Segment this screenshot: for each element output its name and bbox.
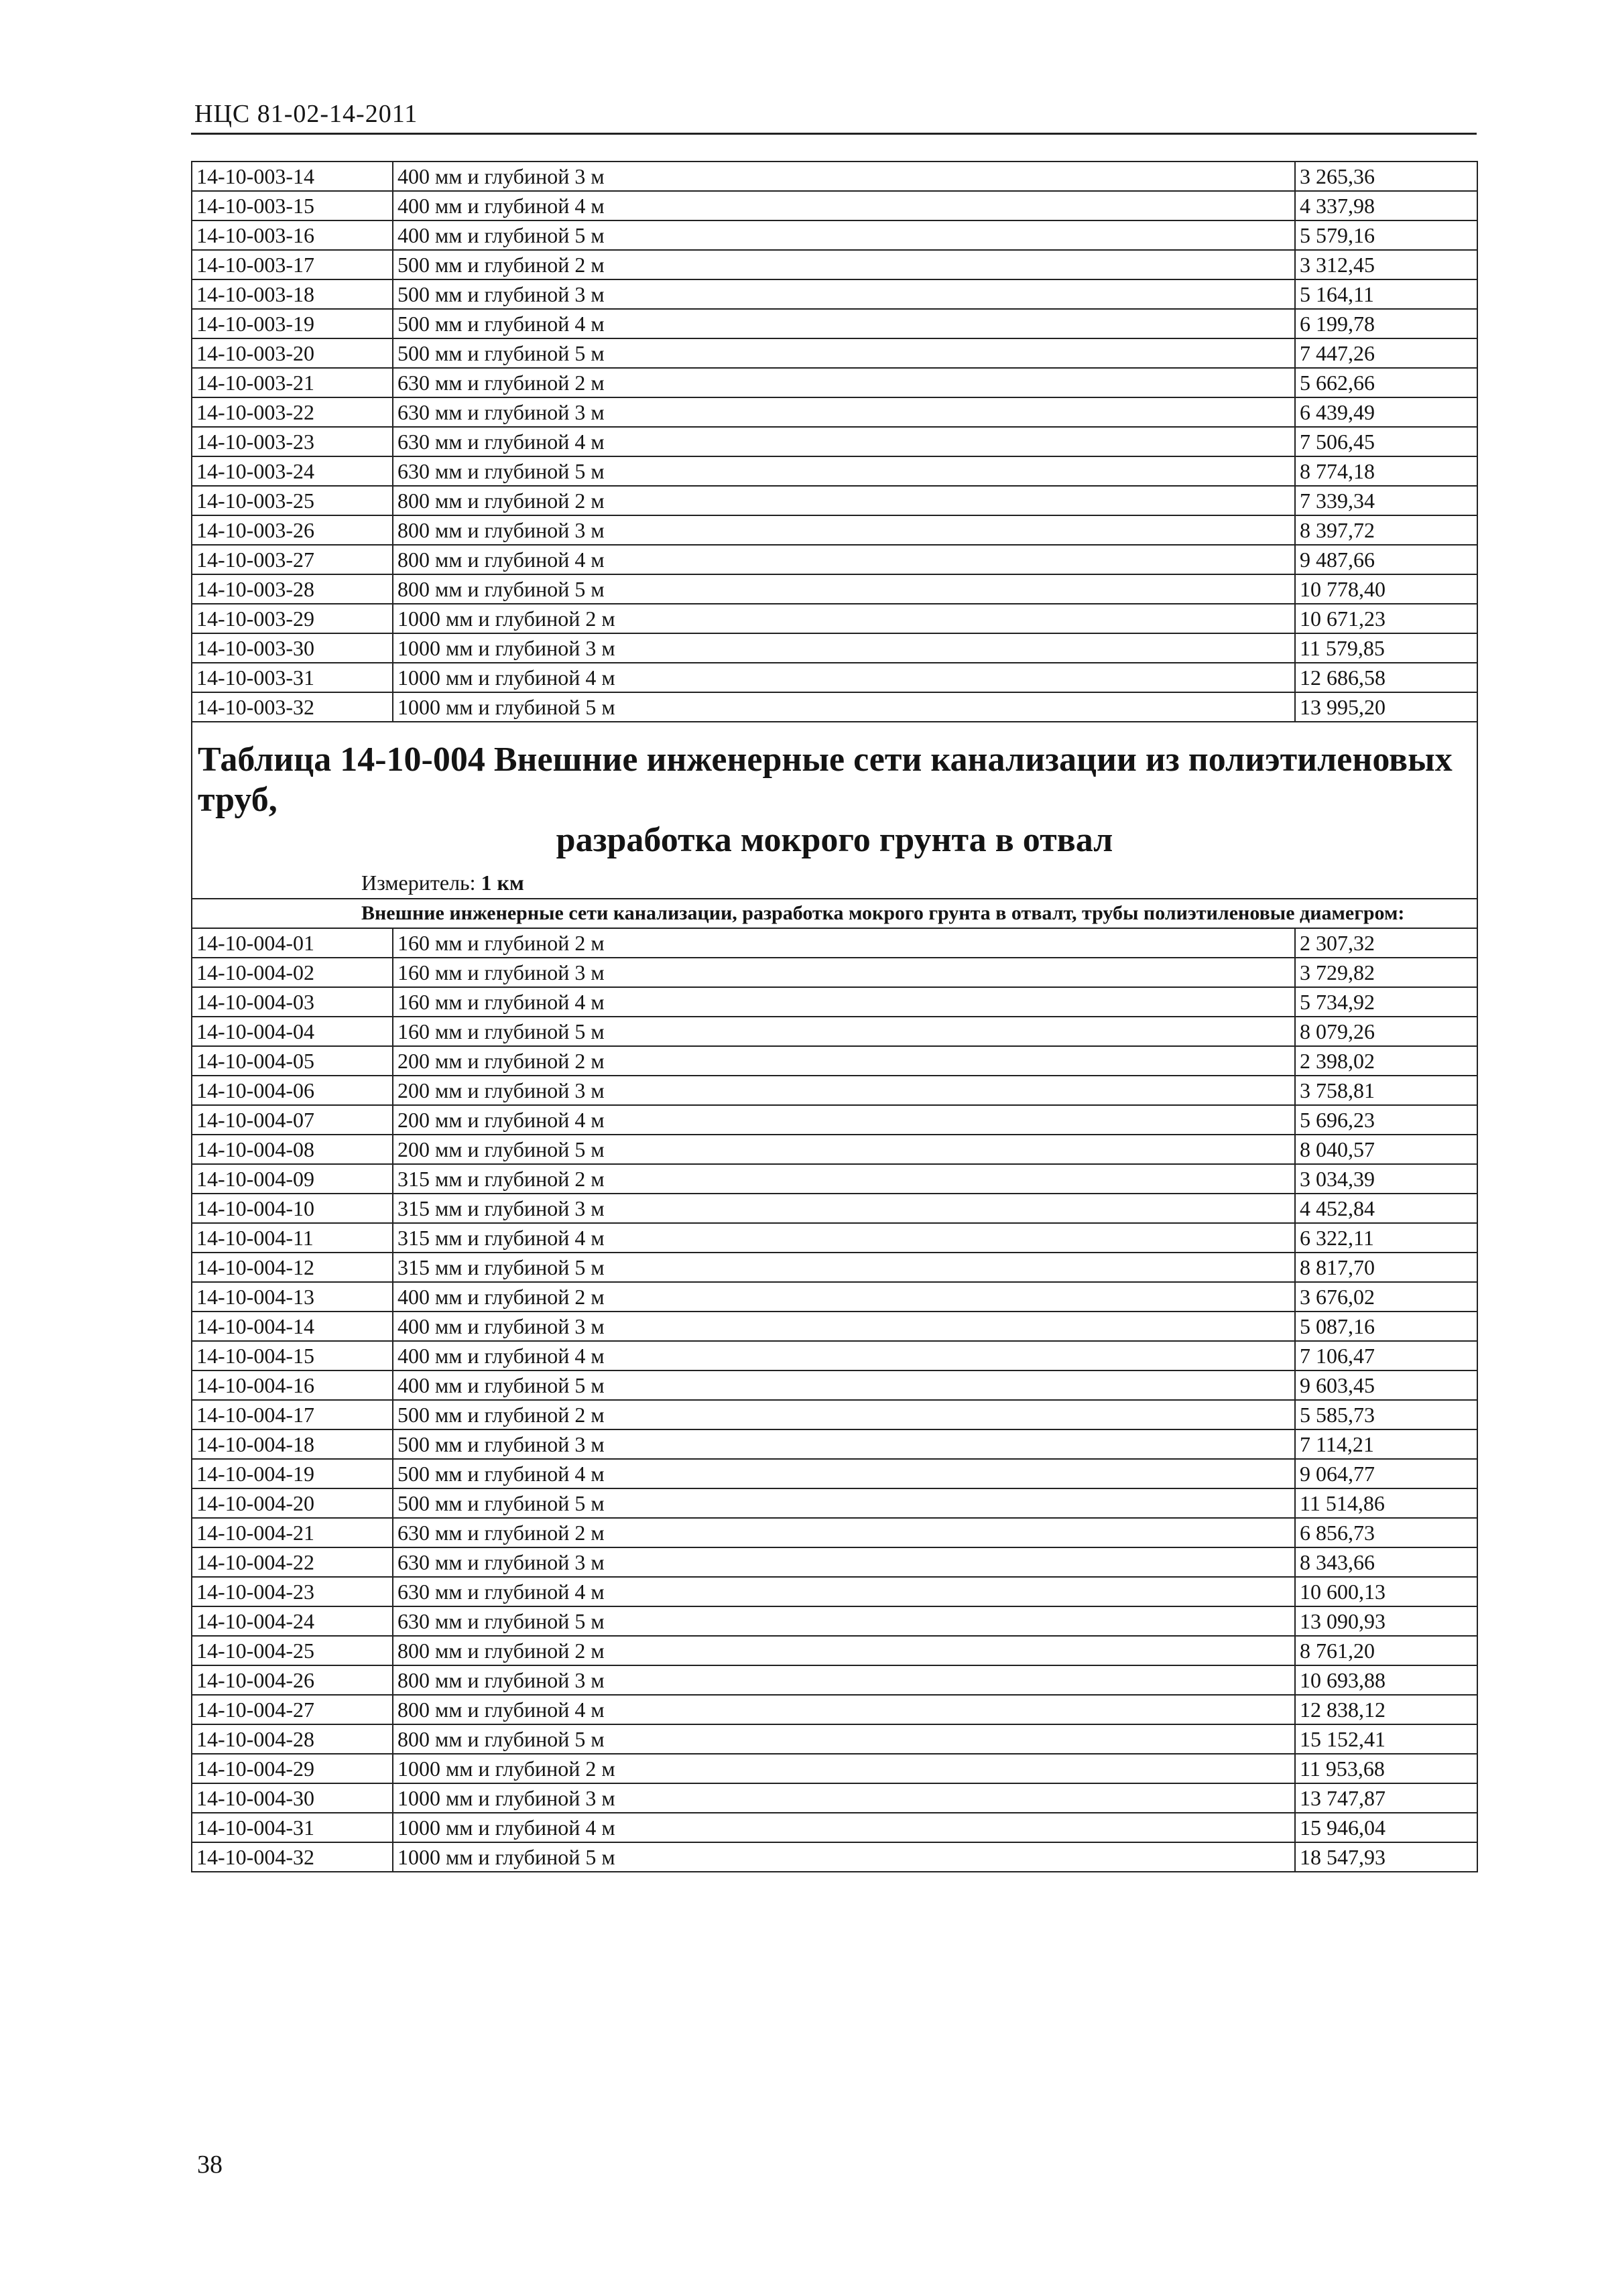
row-code: 14-10-004-14 [192,1312,393,1341]
row-description: 400 мм и глубиной 2 м [393,1282,1295,1312]
row-description: 200 мм и глубиной 4 м [393,1105,1295,1135]
row-description: 630 мм и глубиной 2 м [393,1518,1295,1547]
row-description: 800 мм и глубиной 5 м [393,1724,1295,1754]
table-14-10-004-body [192,928,1477,1872]
row-code: 14-10-004-27 [192,1695,393,1724]
row-price: 9 064,77 [1295,1459,1477,1488]
row-code: 14-10-003-20 [192,338,393,368]
row-price: 15 946,04 [1295,1813,1477,1842]
row-price: 5 662,66 [1295,368,1477,397]
row-description: 500 мм и глубиной 5 м [393,1488,1295,1518]
row-code: 14-10-003-23 [192,427,393,456]
table-row [192,191,1477,220]
row-price: 3 265,36 [1295,162,1477,191]
row-code: 14-10-004-08 [192,1135,393,1164]
table-row [192,1253,1477,1282]
table-row [192,1341,1477,1370]
row-price: 7 106,47 [1295,1341,1477,1370]
row-price: 6 856,73 [1295,1518,1477,1547]
row-code: 14-10-003-19 [192,309,393,338]
table-row [192,1400,1477,1429]
table-row [192,1724,1477,1754]
row-description: 800 мм и глубиной 3 м [393,515,1295,545]
row-description: 800 мм и глубиной 4 м [393,1695,1295,1724]
row-description: 500 мм и глубиной 5 м [393,338,1295,368]
page-number: 38 [197,2151,223,2179]
row-price: 8 343,66 [1295,1547,1477,1577]
row-price: 10 778,40 [1295,574,1477,604]
row-price: 10 600,13 [1295,1577,1477,1606]
row-code: 14-10-004-23 [192,1577,393,1606]
row-code: 14-10-004-04 [192,1017,393,1046]
row-price: 8 079,26 [1295,1017,1477,1046]
row-code: 14-10-004-05 [192,1046,393,1076]
row-description: 500 мм и глубиной 3 м [393,1429,1295,1459]
row-price: 7 447,26 [1295,338,1477,368]
table-row [192,1046,1477,1076]
table-row [192,1105,1477,1135]
table-row [192,663,1477,692]
row-description: 400 мм и глубиной 5 м [393,220,1295,250]
row-code: 14-10-004-25 [192,1636,393,1665]
row-price: 2 398,02 [1295,1046,1477,1076]
table-row [192,309,1477,338]
row-price: 8 397,72 [1295,515,1477,545]
row-code: 14-10-003-21 [192,368,393,397]
row-code: 14-10-004-13 [192,1282,393,1312]
row-price: 11 579,85 [1295,633,1477,663]
row-description: 800 мм и глубиной 2 м [393,486,1295,515]
row-description: 1000 мм и глубиной 5 м [393,1842,1295,1872]
row-price: 6 439,49 [1295,397,1477,427]
row-price: 5 585,73 [1295,1400,1477,1429]
header-rule [191,133,1477,135]
table-row [192,1135,1477,1164]
table-row [192,1017,1477,1046]
row-code: 14-10-004-18 [192,1429,393,1459]
row-price: 12 838,12 [1295,1695,1477,1724]
row-price: 3 758,81 [1295,1076,1477,1105]
row-description: 200 мм и глубиной 2 м [393,1046,1295,1076]
table-row [192,1547,1477,1577]
table-row [192,1577,1477,1606]
table-row [192,1606,1477,1636]
row-description: 400 мм и глубиной 3 м [393,1312,1295,1341]
row-description: 315 мм и глубиной 5 м [393,1253,1295,1282]
row-code: 14-10-004-02 [192,958,393,987]
row-description: 160 мм и глубиной 2 м [393,928,1295,958]
row-code: 14-10-003-25 [192,486,393,515]
row-code: 14-10-003-29 [192,604,393,633]
row-description: 1000 мм и глубиной 3 м [393,633,1295,663]
row-price: 7 339,34 [1295,486,1477,515]
row-description: 400 мм и глубиной 4 м [393,191,1295,220]
row-code: 14-10-004-30 [192,1783,393,1813]
row-price: 10 671,23 [1295,604,1477,633]
table-row [192,397,1477,427]
row-description: 200 мм и глубиной 5 м [393,1135,1295,1164]
row-price: 11 514,86 [1295,1488,1477,1518]
row-description: 315 мм и глубиной 3 м [393,1194,1295,1223]
table-row [192,456,1477,486]
row-description: 400 мм и глубиной 4 м [393,1341,1295,1370]
row-description: 315 мм и глубиной 2 м [393,1164,1295,1194]
row-description: 800 мм и глубиной 3 м [393,1665,1295,1695]
table-row [192,1754,1477,1783]
row-description: 630 мм и глубиной 3 м [393,1547,1295,1577]
row-price: 5 164,11 [1295,279,1477,309]
row-description: 800 мм и глубиной 5 м [393,574,1295,604]
table-row [192,1636,1477,1665]
table-title [192,740,1477,860]
row-code: 14-10-003-18 [192,279,393,309]
row-code: 14-10-004-31 [192,1813,393,1842]
row-description: 500 мм и глубиной 3 м [393,279,1295,309]
table-title-line1: Таблица 14-10-004 Внешние инженерные сети канализации из полиэтиленовых труб, [198,741,1453,819]
table-row [192,1842,1477,1872]
table-row [192,1695,1477,1724]
table-row [192,574,1477,604]
row-price: 4 452,84 [1295,1194,1477,1223]
row-description: 630 мм и глубиной 2 м [393,368,1295,397]
table-row [192,515,1477,545]
group-heading-row [192,899,1477,928]
table-row [192,1164,1477,1194]
row-code: 14-10-003-15 [192,191,393,220]
page-header-doc-code: НЦС 81-02-14-2011 [194,100,418,128]
row-description: 160 мм и глубиной 4 м [393,987,1295,1017]
table-row [192,220,1477,250]
row-code: 14-10-004-06 [192,1076,393,1105]
row-price: 18 547,93 [1295,1842,1477,1872]
row-description: 630 мм и глубиной 5 м [393,456,1295,486]
row-code: 14-10-003-32 [192,692,393,722]
row-price: 5 696,23 [1295,1105,1477,1135]
table-row [192,486,1477,515]
table-row [192,1518,1477,1547]
row-price: 6 322,11 [1295,1223,1477,1253]
row-description: 630 мм и глубиной 4 м [393,427,1295,456]
row-code: 14-10-004-20 [192,1488,393,1518]
row-description: 1000 мм и глубиной 4 м [393,663,1295,692]
row-price: 13 995,20 [1295,692,1477,722]
row-code: 14-10-004-12 [192,1253,393,1282]
row-price: 3 034,39 [1295,1164,1477,1194]
table-row [192,987,1477,1017]
row-description: 500 мм и глубиной 4 м [393,1459,1295,1488]
row-description: 500 мм и глубиной 2 м [393,250,1295,279]
row-code: 14-10-003-31 [192,663,393,692]
row-price: 15 152,41 [1295,1724,1477,1754]
row-code: 14-10-003-26 [192,515,393,545]
table-row [192,1076,1477,1105]
row-price: 5 734,92 [1295,987,1477,1017]
table-row [192,368,1477,397]
table-row [192,162,1477,191]
row-description: 630 мм и глубиной 4 м [393,1577,1295,1606]
row-price: 9 603,45 [1295,1370,1477,1400]
row-code: 14-10-004-24 [192,1606,393,1636]
table-row [192,338,1477,368]
row-description: 160 мм и глубиной 3 м [393,958,1295,987]
table-row [192,1488,1477,1518]
row-price: 13 090,93 [1295,1606,1477,1636]
row-code: 14-10-003-24 [192,456,393,486]
table-row [192,1665,1477,1695]
row-description: 200 мм и глубиной 3 м [393,1076,1295,1105]
row-code: 14-10-003-16 [192,220,393,250]
norms-table [191,161,1478,1872]
row-description: 1000 мм и глубиной 2 м [393,1754,1295,1783]
table-row [192,1813,1477,1842]
row-code: 14-10-004-15 [192,1341,393,1370]
table-row [192,279,1477,309]
row-price: 7 506,45 [1295,427,1477,456]
row-code: 14-10-004-09 [192,1164,393,1194]
row-code: 14-10-004-03 [192,987,393,1017]
unit-label: Измеритель: [361,871,481,895]
table-row [192,1370,1477,1400]
row-code: 14-10-004-10 [192,1194,393,1223]
row-code: 14-10-004-11 [192,1223,393,1253]
row-code: 14-10-003-30 [192,633,393,663]
row-description: 400 мм и глубиной 3 м [393,162,1295,191]
table-row [192,1783,1477,1813]
table-row [192,633,1477,663]
table-row [192,1459,1477,1488]
row-price: 6 199,78 [1295,309,1477,338]
row-code: 14-10-003-27 [192,545,393,574]
unit-row [192,860,1477,899]
row-price: 11 953,68 [1295,1754,1477,1783]
table-row [192,692,1477,722]
row-price: 7 114,21 [1295,1429,1477,1459]
row-description: 1000 мм и глубиной 2 м [393,604,1295,633]
table-row [192,1312,1477,1341]
row-code: 14-10-004-29 [192,1754,393,1783]
row-price: 10 693,88 [1295,1665,1477,1695]
row-description: 630 мм и глубиной 5 м [393,1606,1295,1636]
row-description: 1000 мм и глубиной 3 м [393,1783,1295,1813]
row-code: 14-10-003-28 [192,574,393,604]
table-14-10-003-continuation [192,162,1477,722]
row-price: 8 817,70 [1295,1253,1477,1282]
table-row [192,604,1477,633]
row-code: 14-10-004-01 [192,928,393,958]
row-code: 14-10-003-14 [192,162,393,191]
row-price: 3 729,82 [1295,958,1477,987]
row-code: 14-10-004-16 [192,1370,393,1400]
row-code: 14-10-003-22 [192,397,393,427]
table-row [192,928,1477,958]
row-description: 1000 мм и глубиной 5 м [393,692,1295,722]
row-price: 12 686,58 [1295,663,1477,692]
row-description: 1000 мм и глубиной 4 м [393,1813,1295,1842]
table-title-row [192,722,1477,860]
row-code: 14-10-004-28 [192,1724,393,1754]
table-row [192,545,1477,574]
row-description: 800 мм и глубиной 2 м [393,1636,1295,1665]
row-description: 800 мм и глубиной 4 м [393,545,1295,574]
table-row [192,958,1477,987]
table-title-line2: разработка мокрого грунта в отвал [556,821,1113,859]
row-price: 8 774,18 [1295,456,1477,486]
table-14-10-004-heading [192,722,1477,928]
row-description: 315 мм и глубиной 4 м [393,1223,1295,1253]
table-row [192,1282,1477,1312]
table-row [192,427,1477,456]
row-code: 14-10-003-17 [192,250,393,279]
row-code: 14-10-004-07 [192,1105,393,1135]
table-row [192,1194,1477,1223]
row-price: 8 761,20 [1295,1636,1477,1665]
row-code: 14-10-004-22 [192,1547,393,1577]
row-price: 8 040,57 [1295,1135,1477,1164]
row-description: 500 мм и глубиной 4 м [393,309,1295,338]
row-code: 14-10-004-17 [192,1400,393,1429]
unit-value: 1 км [481,871,524,895]
row-price: 13 747,87 [1295,1783,1477,1813]
row-price: 5 579,16 [1295,220,1477,250]
row-price: 3 676,02 [1295,1282,1477,1312]
row-price: 4 337,98 [1295,191,1477,220]
table-row [192,1429,1477,1459]
table-row [192,1223,1477,1253]
row-price: 2 307,32 [1295,928,1477,958]
row-code: 14-10-004-21 [192,1518,393,1547]
row-description: 400 мм и глубиной 5 м [393,1370,1295,1400]
row-price: 3 312,45 [1295,250,1477,279]
row-code: 14-10-004-26 [192,1665,393,1695]
row-description: 160 мм и глубиной 5 м [393,1017,1295,1046]
row-description: 630 мм и глубиной 3 м [393,397,1295,427]
table-row [192,250,1477,279]
row-price: 5 087,16 [1295,1312,1477,1341]
row-code: 14-10-004-19 [192,1459,393,1488]
row-description: 500 мм и глубиной 2 м [393,1400,1295,1429]
group-heading: Внешние инженерные сети канализации, разработка мокрого грунта в отвалт, трубы полиэтиленовые диамегром: [192,899,1477,928]
row-code: 14-10-004-32 [192,1842,393,1872]
row-price: 9 487,66 [1295,545,1477,574]
